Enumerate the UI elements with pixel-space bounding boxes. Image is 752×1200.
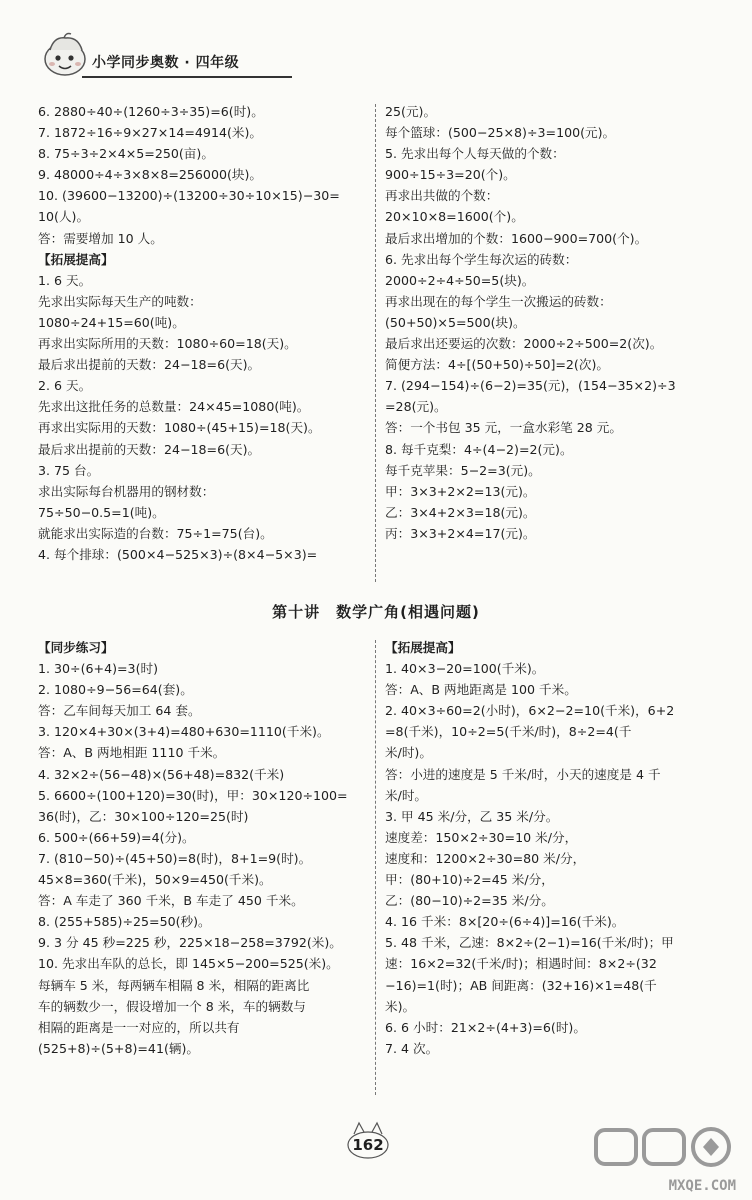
answer-line: 最后求出提前的天数：24−18=6(天)。 <box>38 441 261 457</box>
book-title: 小学同步奥数 · 四年级 <box>92 55 240 71</box>
answer-line: 求出实际每台机器用的钢材数： <box>38 483 215 499</box>
answer-line: 1080÷24+15=60(吨)。 <box>38 314 185 330</box>
answer-line: 最后求出增加的个数：1600−900=700(个)。 <box>385 230 648 246</box>
answer-column-top-right <box>385 101 715 544</box>
answer-line: 速度和：1200×2÷30=80 米/分， <box>385 850 586 866</box>
answer-line: 答：一个书包 35 元，一盒水彩笔 28 元。 <box>385 420 622 436</box>
answer-line: 4. 16 千米：8×[20÷(6÷4)]=16(千米)。 <box>385 914 625 930</box>
cartoon-mascot-icon <box>40 32 90 78</box>
page-number-badge <box>338 1118 398 1162</box>
answer-column-bottom-left <box>38 637 366 1059</box>
answer-line: 再求出现在的每个学生一次搬运的砖数： <box>385 293 612 309</box>
answer-line: 再求出共做的个数： <box>385 188 499 204</box>
answer-line: =8(千米)，10÷2=5(千米/时)，8÷2=4(千 <box>385 724 632 740</box>
answer-line: 7. (810−50)÷(45+50)=8(时)，8+1=9(时)。 <box>38 850 312 866</box>
answer-line: 10. 先求出车队的总长，即 145×5−200=525(米)。 <box>38 956 339 972</box>
answer-line: 9. 3 分 45 秒=225 秒，225×18−258=3792(米)。 <box>38 935 342 951</box>
answer-line: 20×10×8=1600(个)。 <box>385 209 524 225</box>
answer-line: 6. 6 小时：21×2÷(4+3)=6(时)。 <box>385 1019 586 1035</box>
answer-line: 再求出实际用的天数：1080÷(45+15)=18(天)。 <box>38 420 321 436</box>
answer-line: 先求出实际每天生产的吨数： <box>38 293 202 309</box>
answer-line: 最后求出提前的天数：24−18=6(天)。 <box>38 357 261 373</box>
answer-line: 3. 75 台。 <box>38 462 100 478</box>
answer-line: 米/时)。 <box>385 745 432 761</box>
answer-line: 6. 先求出每个学生每次运的砖数： <box>385 251 578 267</box>
answer-line: (525+8)÷(5+8)=41(辆)。 <box>38 1040 199 1056</box>
answer-line: 5. 6600÷(100+120)=30(时)，甲：30×120÷100= <box>38 787 348 803</box>
answer-line: 3. 甲 45 米/分，乙 35 米/分。 <box>385 808 559 824</box>
answer-line: 7. 1872÷16÷9×27×14=4914(米)。 <box>38 125 262 141</box>
answer-line: 再求出实际所用的天数：1080÷60=18(天)。 <box>38 336 297 352</box>
section-heading: 【拓展提高】 <box>385 640 461 655</box>
answer-line: 甲：(80+10)÷2=45 米/分， <box>385 872 554 888</box>
section-heading: 【同步练习】 <box>38 640 114 655</box>
answer-column-bottom-right <box>385 637 715 1059</box>
section-heading: 【拓展提高】 <box>38 251 114 267</box>
answer-line: 4. 32×2÷(56−48)×(56+48)=832(千米) <box>38 766 285 782</box>
answer-line: 甲：3×3+2×2=13(元)。 <box>385 483 536 499</box>
answer-line: 4. 每个排球：(500×4−525×3)÷(8×4−5×3)= <box>38 546 318 562</box>
answer-line: 答：A 车走了 360 千米，B 车走了 450 千米。 <box>38 893 304 909</box>
answer-line: 相隔的距离是一一对应的，所以共有 <box>38 1019 240 1035</box>
watermark-logo-icon <box>590 1124 740 1170</box>
answer-line: 乙：(80−10)÷2=35 米/分。 <box>385 893 554 909</box>
answer-line: 车的辆数少一，假设增加一个 8 米，车的辆数与 <box>38 998 306 1014</box>
answer-line: 6. 2880÷40÷(1260÷3÷35)=6(时)。 <box>38 104 264 119</box>
answer-line: 45×8=360(千米)，50×9=450(千米)。 <box>38 872 272 888</box>
answer-line: 25(元)。 <box>385 104 437 119</box>
answer-line: 5. 先求出每个人每天做的个数： <box>385 146 565 162</box>
answer-line: 简便方法：4÷[(50+50)÷50]=2(次)。 <box>385 357 609 373</box>
answer-column-top-left <box>38 101 366 565</box>
answer-line: 答：A、B 两地相距 1110 千米。 <box>38 745 226 761</box>
answer-line: 8. (255+585)÷25=50(秒)。 <box>38 914 211 930</box>
answer-line: 900÷15÷3=20(个)。 <box>385 167 516 183</box>
answer-line: 答：小进的速度是 5 千米/时，小天的速度是 4 千 <box>385 766 661 782</box>
answer-line: −16)=1(时)；AB 间距离：(32+16)×1=48(千 <box>385 977 657 993</box>
answer-line: 速：16×2=32(千米/时)；相遇时间：8×2÷(32 <box>385 956 657 972</box>
answer-line: 8. 75÷3÷2×4×5=250(亩)。 <box>38 146 214 162</box>
answer-line: 丙：3×3+2×4=17(元)。 <box>385 525 536 541</box>
section-title: 第十讲 数学广角(相遇问题) <box>272 603 480 621</box>
answer-line: 2000÷2÷4÷50=5(块)。 <box>385 272 535 288</box>
answer-line: 5. 48 千米，乙速：8×2÷(2−1)=16(千米/时)；甲 <box>385 935 674 951</box>
answer-line: 2. 40×3÷60=2(小时)，6×2−2=10(千米)，6+2 <box>385 703 675 719</box>
answer-line: 就能求出实际造的台数：75÷1=75(台)。 <box>38 525 273 541</box>
page-number: 162 <box>352 1136 384 1154</box>
page-header <box>40 30 280 82</box>
answer-line: 1. 30÷(6+4)=3(时) <box>38 661 158 677</box>
answer-line: 最后求出还要运的次数：2000÷2÷500=2(次)。 <box>385 336 663 352</box>
answer-line: 每个篮球：(500−25×8)÷3=100(元)。 <box>385 125 616 141</box>
answer-line: 2. 6 天。 <box>38 378 92 394</box>
answer-line: 9. 48000÷4÷3×8×8=256000(块)。 <box>38 167 262 183</box>
column-divider <box>375 104 376 582</box>
answer-line: 6. 500÷(66+59)=4(分)。 <box>38 829 195 845</box>
header-rule <box>82 76 292 78</box>
answer-line: (50+50)×5=500(块)。 <box>385 314 526 330</box>
answer-line: 每千克苹果：5−2=3(元)。 <box>385 462 541 478</box>
answer-line: 乙：3×4+2×3=18(元)。 <box>385 504 536 520</box>
answer-line: 8. 每千克梨：4÷(4−2)=2(元)。 <box>385 441 573 457</box>
answer-line: 2. 1080÷9−56=64(套)。 <box>38 682 193 698</box>
answer-line: 答：乙车间每天加工 64 套。 <box>38 703 201 719</box>
watermark <box>590 1124 740 1196</box>
answer-line: 答：需要增加 10 人。 <box>38 230 163 246</box>
answer-line: 每辆车 5 米，每两辆车相隔 8 米，相隔的距离比 <box>38 977 310 993</box>
answer-line: 7. (294−154)÷(6−2)=35(元)，(154−35×2)÷3 <box>385 378 676 394</box>
answer-line: 75÷50−0.5=1(吨)。 <box>38 504 165 520</box>
column-divider <box>375 640 376 1095</box>
answer-line: 答：A、B 两地距离是 100 千米。 <box>385 682 577 698</box>
answer-line: 1. 6 天。 <box>38 272 92 288</box>
answer-line: 10(人)。 <box>38 209 90 225</box>
answer-line: 36(时)，乙：30×100÷120=25(时) <box>38 808 249 824</box>
answer-line: 1. 40×3−20=100(千米)。 <box>385 661 545 677</box>
watermark-text: MXQE.COM <box>668 1178 736 1194</box>
answer-line: 10. (39600−13200)÷(13200÷30÷10×15)−30= <box>38 188 340 204</box>
answer-line: 米/时。 <box>385 787 428 803</box>
answer-line: 米)。 <box>385 998 416 1014</box>
answer-line: 先求出这批任务的总数量：24×45=1080(吨)。 <box>38 399 310 415</box>
answer-line: 7. 4 次。 <box>385 1040 439 1056</box>
answer-line: 3. 120×4+30×(3+4)=480+630=1110(千米)。 <box>38 724 330 740</box>
answer-line: 速度差：150×2÷30=10 米/分， <box>385 829 578 845</box>
answer-line: =28(元)。 <box>385 399 447 415</box>
